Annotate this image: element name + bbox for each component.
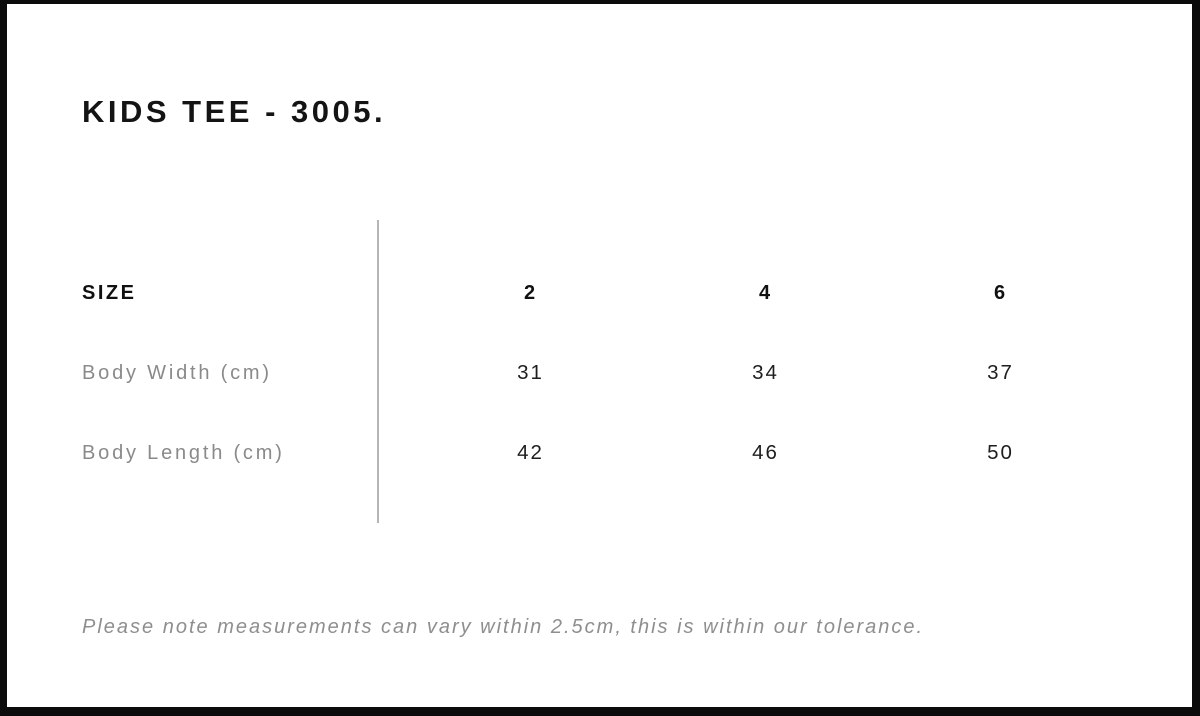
row-label-body-length: Body Length (cm)	[82, 441, 285, 464]
size-chart-table	[82, 253, 1118, 493]
size-column-header-2: 2	[523, 281, 538, 304]
body-width-size-6: 37	[987, 361, 1014, 384]
body-length-size-2: 42	[517, 441, 544, 464]
body-length-size-4: 46	[752, 441, 779, 464]
body-width-size-2: 31	[517, 361, 544, 384]
table-header-row	[82, 253, 1118, 333]
page-title: KIDS TEE - 3005.	[82, 94, 387, 129]
body-length-size-6: 50	[987, 441, 1014, 464]
size-header-label: SIZE	[82, 281, 137, 304]
tolerance-note: Please note measurements can vary within 2.5cm, this is within our tolerance.	[82, 616, 925, 638]
body-width-size-4: 34	[752, 361, 779, 384]
size-column-header-6: 6	[993, 281, 1008, 304]
row-label-body-width: Body Width (cm)	[82, 361, 272, 384]
table-row-body-length	[82, 413, 1118, 493]
table-row-body-width	[82, 333, 1118, 413]
size-column-header-4: 4	[758, 281, 773, 304]
